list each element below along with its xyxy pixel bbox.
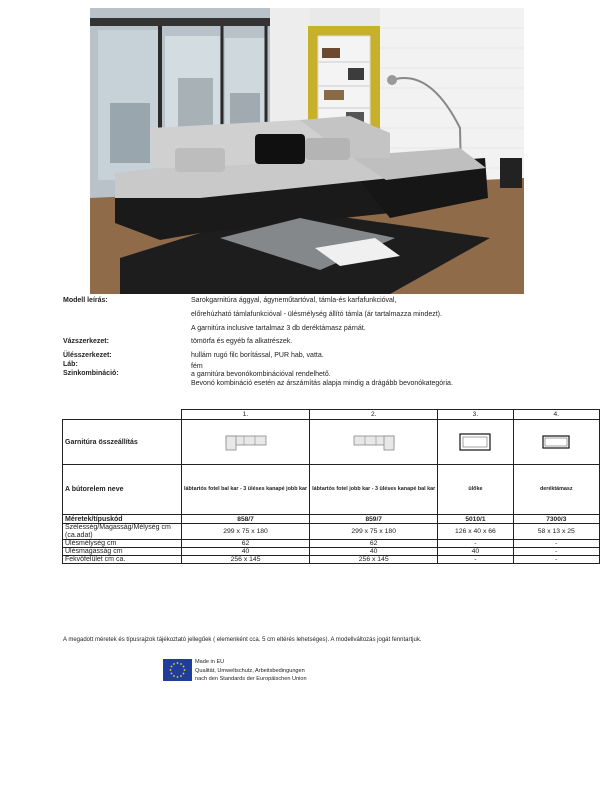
size-row [63, 524, 600, 540]
seat-height-row [63, 548, 600, 556]
row-label-assembly: Garnitúra összeállítás [63, 420, 182, 465]
cushion-icon [541, 434, 571, 450]
corner-sofa-icon [352, 432, 396, 452]
row-label-seat-depth: Ülésmélység cm [63, 540, 182, 548]
element-name-4: deréktámasz [513, 465, 599, 515]
type-code-2: 859/7 [310, 515, 438, 524]
element-name-2: lábtartós fotel jobb kar - 3 üléses kanapé bal kar [310, 465, 438, 515]
size-2: 299 x 75 x 180 [310, 524, 438, 540]
product-photo [90, 8, 524, 294]
col-number-1: 1. [181, 410, 309, 420]
sofa-room-illustration [90, 8, 524, 294]
type-code-3: 5010/1 [438, 515, 513, 524]
eu-flag-icon [163, 659, 192, 681]
desc-label-model: Modell leírás: [63, 297, 108, 304]
seat-depth-3: - [438, 540, 513, 548]
size-3: 126 x 40 x 66 [438, 524, 513, 540]
ottoman-icon [458, 432, 492, 452]
desc-label-color: Szinkombináció: [63, 370, 119, 377]
eu-line-1: Made in EU [195, 659, 225, 665]
bed-size-1: 256 x 145 [181, 556, 309, 564]
desc-value-seat: hullám rugó filc borítással, PUR hab, vatta. [191, 352, 324, 359]
assembly-row [63, 420, 600, 465]
desc-value-model-line2: előrehúzható támlafunkcióval - ülésmélység állító támla (ár tartalmazza mindezt). [191, 311, 442, 318]
eu-badge-text [195, 658, 455, 684]
seat-depth-1: 62 [181, 540, 309, 548]
desc-value-model-line1: Sarokgarnitúra ággyal, ágyneműtartóval, támla-és karfafunkcióval, [191, 297, 397, 304]
row-label-name: A bútorelem neve [63, 465, 182, 515]
desc-label-seat: Ülésszerkezet: [63, 352, 112, 359]
column-number-row [63, 410, 600, 420]
desc-value-frame: tömörfa és egyéb fa alkatrészek. [191, 338, 293, 345]
size-4: 58 x 13 x 25 [513, 524, 599, 540]
size-1: 299 x 75 x 180 [181, 524, 309, 540]
bed-size-4: - [513, 556, 599, 564]
bed-size-3: - [438, 556, 513, 564]
col-number-2: 2. [310, 410, 438, 420]
col-number-4: 4. [513, 410, 599, 420]
element-name-3: ülőke [438, 465, 513, 515]
element-name-1: lábtartós fotel bal kar - 3 üléses kanapé jobb kar [181, 465, 309, 515]
seat-height-4: - [513, 548, 599, 556]
type-code-4: 7300/3 [513, 515, 599, 524]
seat-height-2: 40 [310, 548, 438, 556]
type-code-1: 858/7 [181, 515, 309, 524]
desc-label-frame: Vázszerkezet: [63, 338, 109, 345]
spec-table [62, 409, 600, 564]
eu-line-2: Qualität, Umweltschutz, Arbeitsbedingungen [195, 667, 305, 674]
row-label-bed: Fekvőfelület cm ca. [63, 556, 182, 564]
row-label-code: Méretek/típuskód [63, 515, 182, 524]
bed-size-row [63, 556, 600, 564]
corner-sofa-icon [224, 432, 268, 452]
desc-value-model-line3: A garnitúra inclusive tartalmaz 3 db deréktámasz párnát. [191, 325, 366, 332]
seat-depth-4: - [513, 540, 599, 548]
seat-height-1: 40 [181, 548, 309, 556]
eu-line-3: nach den Standards der Europäischen Union [195, 676, 307, 682]
desc-label-legs: Láb: [63, 361, 78, 368]
disclaimer-note: A megadott méretek és típusrajzok tájékoztató jellegűek ( elemenként cca. 5 cm eltérés lehetséges). A modellváltozás jogát fenntartjuk. [63, 637, 422, 643]
desc-value-color-line2: Bevonó kombináció esetén az árszámítás alapja mindig a drágább bevonókategória. [191, 380, 453, 387]
row-label-seat-height: Ülésmagasság cm [63, 548, 182, 556]
seat-depth-2: 62 [310, 540, 438, 548]
bed-size-2: 256 x 145 [310, 556, 438, 564]
type-code-row [63, 515, 600, 524]
seat-depth-row [63, 540, 600, 548]
row-label-size: Szélesség/Magasság/Mélység cm (ca.adat) [63, 524, 182, 540]
seat-height-3: 40 [438, 548, 513, 556]
desc-value-color-line1: a garnitúra bevonókombinációval rendelhető. [191, 371, 331, 378]
element-name-row [63, 465, 600, 515]
desc-value-legs: fém [191, 363, 203, 370]
col-number-3: 3. [438, 410, 513, 420]
